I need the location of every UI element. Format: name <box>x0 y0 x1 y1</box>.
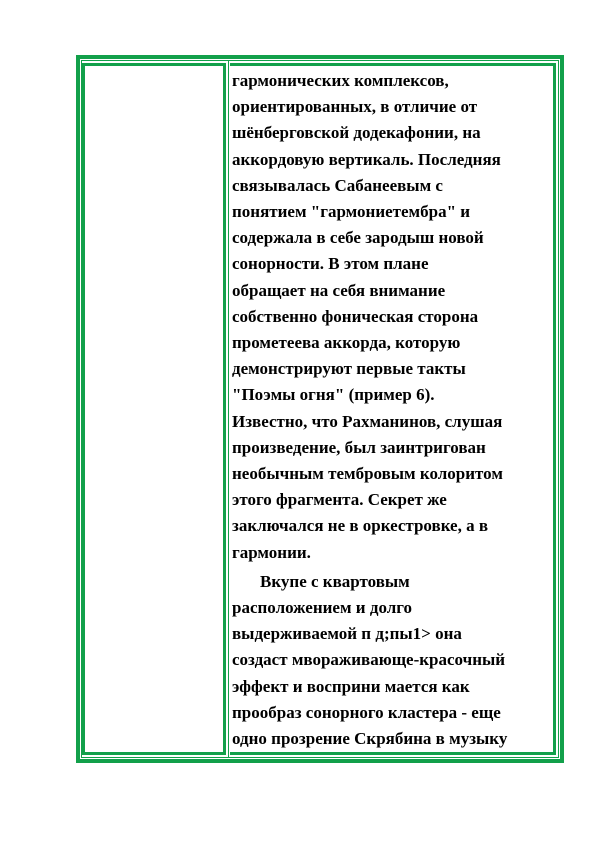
text-line: создаст мвораживающе-красочный <box>232 650 506 670</box>
paragraph-1 <box>232 68 554 566</box>
text-line: необычным тембровым колоритом <box>232 464 503 484</box>
text-line: одно прозрение Скрябина в музыку <box>232 729 508 749</box>
left-empty-column <box>82 63 226 755</box>
text-line: Вкупе с квартовым <box>260 571 410 591</box>
text-line: гармонии. <box>232 542 311 562</box>
text-line: ориентированных, в отличие от <box>232 97 478 117</box>
text-line: шёнберговской додекафонии, на <box>232 123 481 143</box>
text-line: понятием "гармониетембра" и <box>232 202 471 222</box>
text-line: произведение, был заинтригован <box>232 437 486 457</box>
paragraph-2 <box>232 569 554 752</box>
text-line: сонорности. В этом плане <box>232 254 429 274</box>
text-line: прометеева аккорда, которую <box>232 333 461 353</box>
text-line: эффект и восприни мается как <box>232 676 470 696</box>
text-line: связывалась Сабанеевым с <box>232 175 443 195</box>
column-divider <box>228 61 229 757</box>
text-line: прообраз сонорного кластера - еще <box>232 702 501 722</box>
text-line: обращает на себя внимание <box>232 280 446 300</box>
text-line: этого фрагмента. Секрет же <box>232 490 447 510</box>
text-line: расположением и долго <box>232 598 413 618</box>
text-line: выдерживаемой п д;пы1> она <box>232 624 462 644</box>
text-line: содержала в себе зародыш новой <box>232 228 484 248</box>
text-line: аккордовую вертикаль. Последняя <box>232 149 501 169</box>
text-line: демонстрируют первые такты <box>232 359 466 379</box>
text-line: гармонических комплексов, <box>232 71 449 90</box>
text-line: Известно, что Рахманинов, слушая <box>232 411 503 431</box>
text-line: собственно фоническая сторона <box>232 306 479 326</box>
text-line: "Поэмы огня" (пример 6). <box>232 385 435 405</box>
text-column <box>232 68 554 752</box>
text-line: заключался не в оркестровке, а в <box>232 516 489 536</box>
